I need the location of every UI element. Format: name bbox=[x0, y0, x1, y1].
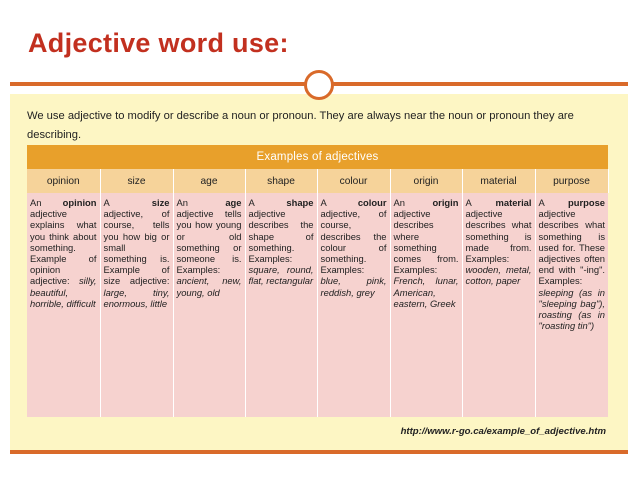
column-header: material bbox=[462, 169, 535, 193]
column-header: age bbox=[173, 169, 245, 193]
column-header: origin bbox=[390, 169, 462, 193]
source-link[interactable]: http://www.r-go.ca/example_of_adjective.htm bbox=[400, 426, 606, 437]
table-cell: An age adjective tells you how young or old something or someone is. Examples: ancient, new, young, old bbox=[173, 193, 245, 417]
slide-title: Adjective word use: bbox=[28, 28, 289, 58]
table-cell: A purpose adjective describes what something is used for. These adjectives often end with "-ing". Examples: sleeping (as in "sleeping bag"), roasting (as in "roasting tin") bbox=[535, 193, 608, 417]
column-header: size bbox=[100, 169, 173, 193]
circle-ornament-icon bbox=[304, 70, 334, 100]
table-cell: An origin adjective describes where something comes from. Examples: French, lunar, American, eastern, Greek bbox=[390, 193, 462, 417]
table-cell: A colour adjective, of course, describes the colour of something. Examples: blue, pink, reddish, grey bbox=[317, 193, 390, 417]
column-header: opinion bbox=[27, 169, 100, 193]
adjectives-table bbox=[27, 145, 609, 417]
header-row bbox=[27, 169, 608, 193]
table-cell: A shape adjective describes the shape of something. Examples: square, round, flat, rectangular bbox=[245, 193, 317, 417]
table-cell: A material adjective describes what something is made from. Examples: wooden, metal, cotton, paper bbox=[462, 193, 535, 417]
table-cell: A size adjective, of course, tells you how big or small something is. Example of size adjective: large, tiny, enormous, little bbox=[100, 193, 173, 417]
column-header: colour bbox=[317, 169, 390, 193]
bottom-divider bbox=[10, 450, 628, 454]
intro-text: We use adjective to modify or describe a noun or pronoun. They are always near the noun or pronoun they are describing. bbox=[27, 110, 574, 141]
table-cell: An opinion adjective explains what you think about something. Example of opinion adjective: silly, beautiful, horrible, difficult bbox=[27, 193, 100, 417]
column-header: shape bbox=[245, 169, 317, 193]
table-caption: Examples of adjectives bbox=[27, 145, 608, 169]
column-header: purpose bbox=[535, 169, 608, 193]
table-row bbox=[27, 193, 608, 417]
